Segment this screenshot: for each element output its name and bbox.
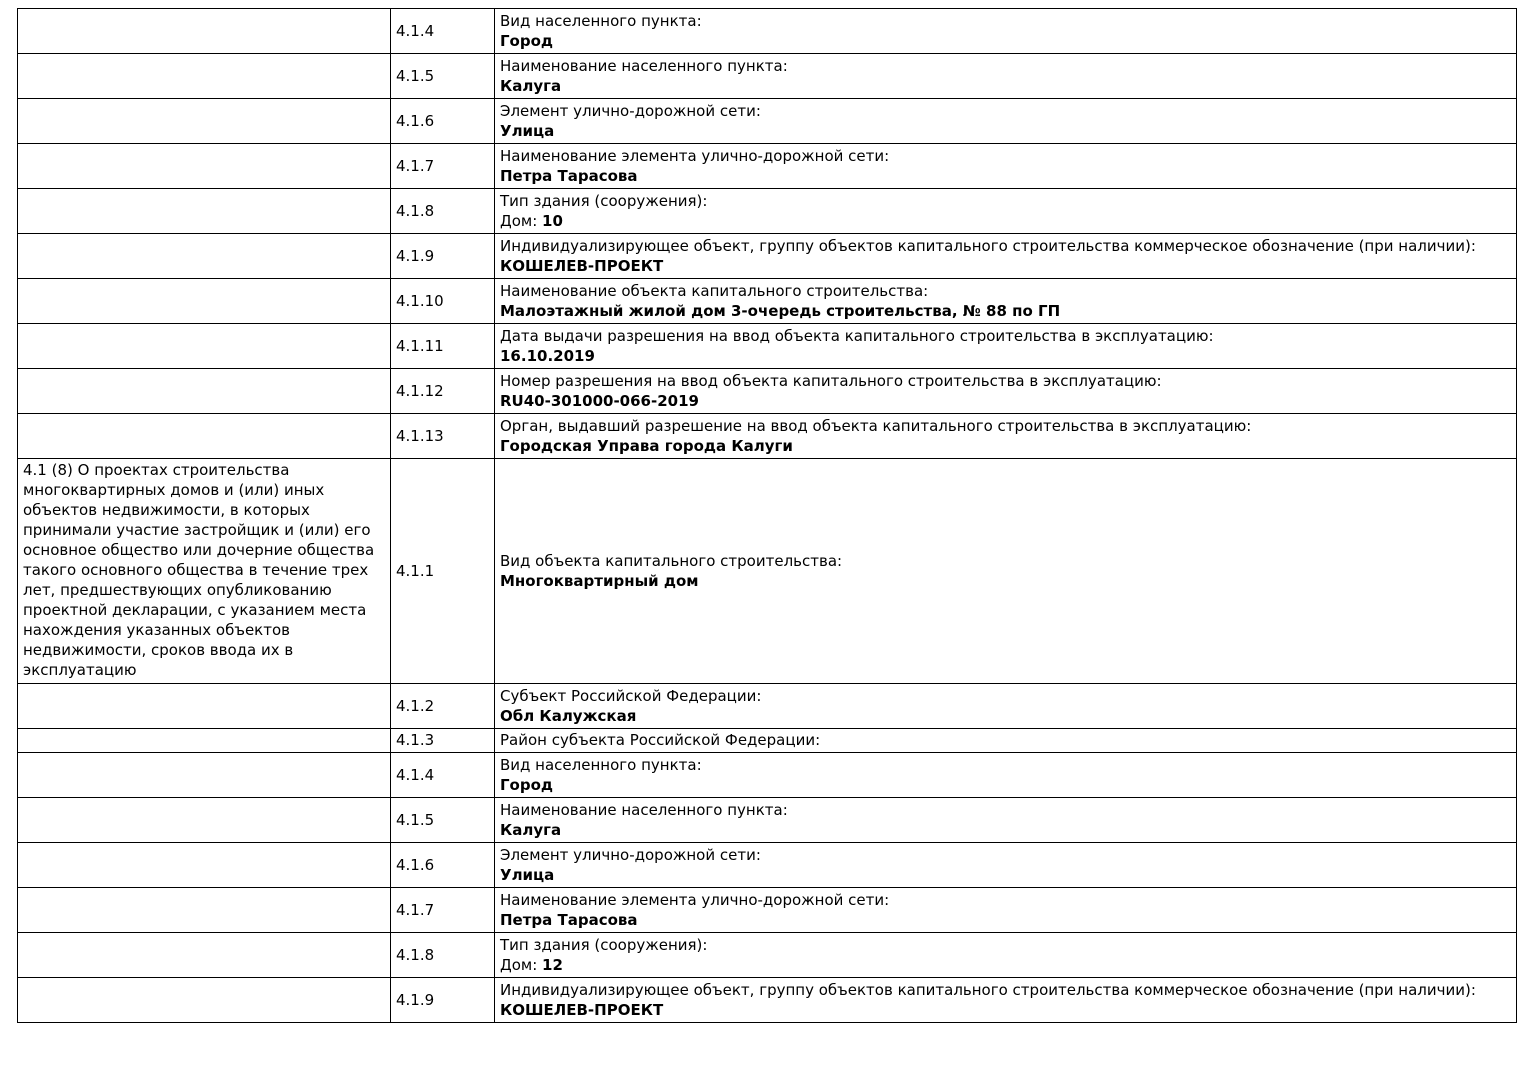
value-prefix: Дом: (500, 211, 543, 230)
value-prefix: Дом: (500, 955, 543, 974)
field-label: Индивидуализирующее объект, группу объектов капитального строительства коммерческое обозначение (при наличии): (500, 980, 1476, 999)
field-value: RU40-301000-066-2019 (500, 391, 699, 410)
table-row (18, 279, 1517, 324)
row-code: 4.1.4 (396, 21, 435, 40)
field-value: КОШЕЛЕВ-ПРОЕКТ (500, 1000, 664, 1019)
table-row (18, 189, 1517, 234)
section-cell (18, 843, 391, 888)
row-code: 4.1.7 (396, 156, 435, 175)
field-value: Калуга (500, 820, 562, 839)
code-cell (391, 843, 495, 888)
section-cell (18, 888, 391, 933)
field-label: Элемент улично-дорожной сети: (500, 101, 761, 120)
table-row (18, 933, 1517, 978)
row-code: 4.1.10 (396, 291, 444, 310)
value-line (500, 121, 1511, 141)
value-line (500, 31, 1511, 51)
section-label: 4.1 (8) О проектах строительства многоквартирных домов и (или) иных объектов недвижимости, в которых принимали участие застройщик и (или) его основное общество или дочерние общества такого основного общества в течение трех лет, предшествующих опубликованию проектной декларации, с указанием места нахождения указанных объектов недвижимости, сроков ввода их в эксплуатацию (23, 461, 375, 679)
value-line (500, 1000, 1511, 1020)
field-label: Тип здания (сооружения): (500, 935, 708, 954)
field-value: Малоэтажный жилой дом 3-очередь строительства, № 88 по ГП (500, 301, 1061, 320)
field-value: Городская Управа города Калуги (500, 436, 793, 455)
value-line (500, 910, 1511, 930)
code-cell (391, 729, 495, 753)
code-cell (391, 234, 495, 279)
value-line (500, 211, 1511, 231)
section-cell (18, 933, 391, 978)
section-cell (18, 369, 391, 414)
field-label: Тип здания (сооружения): (500, 191, 708, 210)
row-code: 4.1.9 (396, 990, 435, 1009)
code-cell (391, 888, 495, 933)
code-cell (391, 933, 495, 978)
field-value: Калуга (500, 76, 562, 95)
table-row (18, 684, 1517, 729)
field-value: 16.10.2019 (500, 346, 595, 365)
field-label: Вид населенного пункта: (500, 755, 702, 774)
row-code: 4.1.11 (396, 336, 444, 355)
row-code: 4.1.5 (396, 66, 435, 85)
row-code: 4.1.7 (396, 900, 435, 919)
value-line (500, 820, 1511, 840)
field-label: Субъект Российской Федерации: (500, 686, 762, 705)
section-cell (18, 324, 391, 369)
content-cell (495, 933, 1517, 978)
row-code: 4.1.5 (396, 810, 435, 829)
field-label: Вид объекта капитального строительства: (500, 551, 843, 570)
field-value: Многоквартирный дом (500, 571, 699, 590)
table-row (18, 843, 1517, 888)
table-row (18, 234, 1517, 279)
content-cell (495, 369, 1517, 414)
field-label: Индивидуализирующее объект, группу объектов капитального строительства коммерческое обозначение (при наличии): (500, 236, 1476, 255)
content-cell (495, 843, 1517, 888)
field-label: Элемент улично-дорожной сети: (500, 845, 761, 864)
row-code: 4.1.4 (396, 765, 435, 784)
field-label: Дата выдачи разрешения на ввод объекта капитального строительства в эксплуатацию: (500, 326, 1214, 345)
row-code: 4.1.6 (396, 111, 435, 130)
code-cell (391, 684, 495, 729)
value-line (500, 775, 1511, 795)
code-cell (391, 753, 495, 798)
section-cell (18, 144, 391, 189)
code-cell (391, 369, 495, 414)
project-declaration-table (17, 8, 1517, 1023)
section-cell (18, 684, 391, 729)
field-label: Район субъекта Российской Федерации: (500, 731, 821, 749)
field-value: Город (500, 775, 554, 794)
section-cell (18, 798, 391, 843)
code-cell (391, 978, 495, 1023)
content-cell (495, 459, 1517, 684)
code-cell (391, 279, 495, 324)
value-line (500, 955, 1511, 975)
table-row (18, 54, 1517, 99)
content-cell (495, 753, 1517, 798)
table-row (18, 888, 1517, 933)
row-code: 4.1.12 (396, 381, 444, 400)
section-cell (18, 459, 391, 684)
field-label: Наименование населенного пункта: (500, 800, 788, 819)
row-code: 4.1.8 (396, 201, 435, 220)
value-line (500, 436, 1511, 456)
content-cell (495, 798, 1517, 843)
field-value: Город (500, 31, 554, 50)
field-label: Наименование объекта капитального строительства: (500, 281, 929, 300)
code-cell (391, 99, 495, 144)
content-cell (495, 234, 1517, 279)
content-cell (495, 888, 1517, 933)
field-label: Наименование элемента улично-дорожной сети: (500, 146, 890, 165)
field-label: Номер разрешения на ввод объекта капитального строительства в эксплуатацию: (500, 371, 1162, 390)
row-code: 4.1.1 (396, 561, 435, 580)
row-code: 4.1.2 (396, 696, 435, 715)
content-cell (495, 144, 1517, 189)
code-cell (391, 189, 495, 234)
table-row (18, 459, 1517, 684)
table-row (18, 369, 1517, 414)
value-line (500, 865, 1511, 885)
value-line (500, 166, 1511, 186)
table-row (18, 324, 1517, 369)
table-row (18, 414, 1517, 459)
table-row (18, 729, 1517, 753)
section-cell (18, 753, 391, 798)
field-value: Петра Тарасова (500, 166, 638, 185)
content-cell (495, 729, 1517, 753)
table-row (18, 9, 1517, 54)
code-cell (391, 324, 495, 369)
content-cell (495, 189, 1517, 234)
code-cell (391, 144, 495, 189)
section-cell (18, 978, 391, 1023)
field-value: 12 (542, 955, 563, 974)
code-cell (391, 459, 495, 684)
field-value: Улица (500, 121, 555, 140)
code-cell (391, 798, 495, 843)
value-line (500, 346, 1511, 366)
content-cell (495, 414, 1517, 459)
section-cell (18, 189, 391, 234)
content-cell (495, 324, 1517, 369)
field-value: КОШЕЛЕВ-ПРОЕКТ (500, 256, 664, 275)
table-row (18, 978, 1517, 1023)
content-cell (495, 978, 1517, 1023)
table-body (18, 9, 1517, 1023)
content-cell (495, 279, 1517, 324)
section-cell (18, 279, 391, 324)
field-value: Улица (500, 865, 555, 884)
value-line (500, 76, 1511, 96)
content-cell (495, 9, 1517, 54)
value-line (500, 571, 1511, 591)
section-cell (18, 729, 391, 753)
field-value: 10 (542, 211, 563, 230)
field-label: Орган, выдавший разрешение на ввод объекта капитального строительства в эксплуатацию: (500, 416, 1252, 435)
content-cell (495, 99, 1517, 144)
value-line (500, 706, 1511, 726)
table-row (18, 798, 1517, 843)
value-line (500, 301, 1511, 321)
field-value: Петра Тарасова (500, 910, 638, 929)
field-label: Наименование элемента улично-дорожной сети: (500, 890, 890, 909)
content-cell (495, 684, 1517, 729)
row-code: 4.1.9 (396, 246, 435, 265)
field-label: Наименование населенного пункта: (500, 56, 788, 75)
row-code: 4.1.13 (396, 426, 444, 445)
row-code: 4.1.6 (396, 855, 435, 874)
field-value: Обл Калужская (500, 706, 637, 725)
value-line (500, 391, 1511, 411)
section-cell (18, 234, 391, 279)
section-cell (18, 99, 391, 144)
section-cell (18, 9, 391, 54)
field-label: Вид населенного пункта: (500, 11, 702, 30)
code-cell (391, 54, 495, 99)
section-cell (18, 414, 391, 459)
table-row (18, 99, 1517, 144)
value-line (500, 256, 1511, 276)
code-cell (391, 9, 495, 54)
section-cell (18, 54, 391, 99)
row-code: 4.1.3 (396, 731, 435, 749)
row-code: 4.1.8 (396, 945, 435, 964)
code-cell (391, 414, 495, 459)
table-row (18, 753, 1517, 798)
content-cell (495, 54, 1517, 99)
document-page (0, 8, 1529, 1023)
table-row (18, 144, 1517, 189)
